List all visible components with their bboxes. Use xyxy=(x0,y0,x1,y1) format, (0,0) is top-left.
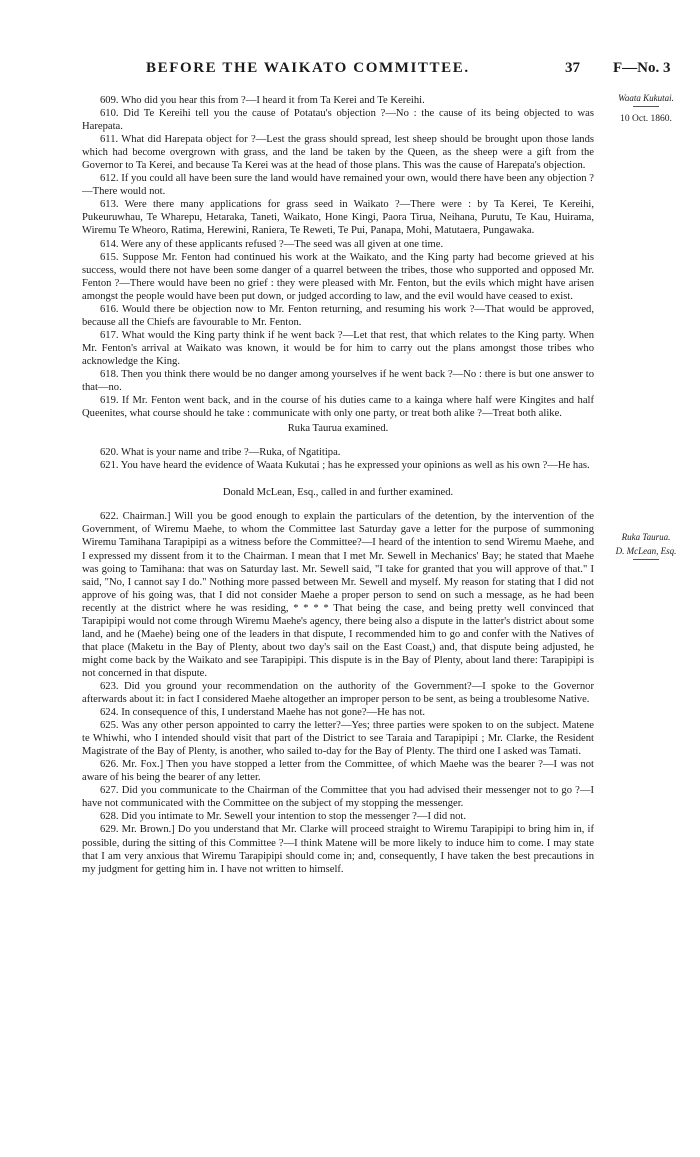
question-626: 626. Mr. Fox.] Then you have stopped a letter from the Committee, of which Maehe was the bearer ?—I was not aware of his being the bearer of any letter. xyxy=(82,759,594,784)
section-donald-mclean xyxy=(82,510,594,875)
page-title: BEFORE THE WAIKATO COMMITTEE. xyxy=(146,60,470,76)
margin-date: 10 Oct. 1860. xyxy=(620,114,672,124)
margin-note-mclean xyxy=(598,546,694,560)
page-header xyxy=(0,60,700,84)
section-ruka-taurua xyxy=(82,446,594,472)
question-621: 621. You have heard the evidence of Waata Kukutai ; has he expressed your opinions as well as his own ?—He has. xyxy=(100,460,590,472)
margin-note-waata xyxy=(598,93,694,124)
question-624: 624. In consequence of this, I understand Maehe has not gone?—He has not. xyxy=(100,707,426,719)
margin-witness-name: Ruka Taurua. xyxy=(621,532,671,542)
evidence-body xyxy=(82,94,594,876)
question-618: 618. Then you think there would be no danger among yourselves if he went back ?—No : there is but one answer to that—no. xyxy=(82,368,594,394)
question-629: 629. Mr. Brown.] Do you understand that Mr. Clarke will proceed straight to Wiremu Tarapipipi to bring him in, if possible, during the sitting of this Committee ?—I think Matene will be more likely to induce him to come. I may state that I am very anxious that Wiremu Tarapipipi should come in; and, consequently, I have taken the best precautions in my judgment for getting him in. I have not written to himself. xyxy=(82,824,594,875)
paper-reference: F—No. 3 xyxy=(613,60,671,76)
margin-witness-name: D. McLean, Esq. xyxy=(615,546,677,556)
question-613: 613. Were there many applications for grass seed in Waikato ?—There were : by Ta Kerei, Te Kereihi, Pukeuruwhau, Te Wharepu, Hetaraka, Taneti, Waikato, Hone Kingi, Paora Tirua, Neihana, Purutu, Te Kau, Huirama, Wiremu Te Wheoro, Ratima, Herewini, Raniera, Te Reweti, Te Pui, Panapa, Mohi, Matutaera, Pungawaka. xyxy=(82,199,594,237)
question-620: 620. What is your name and tribe ?—Ruka, of Ngatitipa. xyxy=(100,447,341,459)
question-627: 627. Did you communicate to the Chairman of the Committee that you had advised their messenger not to go ?—I have not communicated with the Committee on the subject of my stopping the messenger. xyxy=(82,785,594,810)
question-617: 617. What would the King party think if he went back ?—Let that rest, that which relates to the King party. When Mr. Fenton's arrival at Waikato was known, it would be for him to carry out the plans amongst those tribes who acknowledge the King. xyxy=(82,329,594,367)
margin-note-ruka xyxy=(598,532,694,542)
heading-donald-mclean: Donald McLean, Esq., called in and further examined. xyxy=(222,487,454,499)
question-610: 610. Did Te Kereihi tell you the cause of Potatau's objection ?—No : the cause of its being objected to was Harepata. xyxy=(82,108,594,133)
section-waata-kukutai xyxy=(82,94,594,420)
question-615: 615. Suppose Mr. Fenton had continued his work at the Waikato, and the King party had become grieved at his success, would there not have been some danger of a quarrel between the tribes, those who supported and opposed Mr. Fenton ?—There would have been no grief : they were pleased with Mr. Fenton, but the evils which might have arisen amongst the people would have been put down, or judged according to law, and the evil would have ceased to exist. xyxy=(82,251,594,302)
spacer xyxy=(82,439,594,446)
question-622: 622. Chairman.] Will you be good enough to explain the particulars of the detention, by the intervention of the Government, of Wiremu Maehe, to whom the Committee last Saturday gave a letter for the purpose of summoning Wiremu Tamihana Tarapipipi as a witness before the Committee?—I heard of the intention to send Wiremu Maehe, and I expressed my dissent from it to the Chairman. I mean that I met Mr. Sewell in Mechanics' Bay; he stated that Maehe was going to Tamihana: that was on Saturday last. Mr. Sewell said, "I take for granted that you will approve of that." I said, "No, I cannot say I do." Nothing more passed between Mr. Sewell and myself. My reason for stating that I did not approve of his going was, that I did not consider Maehe a proper person to send on such a message, as he had been recently at the district where he was residing, * * * * That being the case, and being pretty well convinced that Tarapipipi would not come through Wiremu Maehe's agency, there being also a dispute in the latter's district about some land, and he (Maehe) being one of the leaders in that dispute, I recommended him to go and confer with the Natives of that place (Maketu in the Bay of Plenty, about two day's sail on the East Coast,) and, that dispute being adjusted, he might come back by the Waikato and see Tarapipipi. This dispute is in the Bay of Plenty, about land there: Tarapipipi is not concerned in that dispute. xyxy=(82,511,594,679)
question-612: 612. If you could all have been sure the land would have remained your own, would there have been any objection ?—There would not. xyxy=(82,173,594,198)
question-616: 616. Would there be objection now to Mr. Fenton returning, and resuming his work ?—That would be approved, because all the Chiefs are favourable to Mr. Fenton. xyxy=(82,303,594,328)
question-611: 611. What did Harepata object for ?—Lest the grass should spread, lest sheep should be brought upon those lands which had become overgrown with grass, and the land be taken by the Queen, as the sheep were a gift from the Governor to Ta Kerei, and because Ta Kerei was at the head of those plans. This was the cause of Harepata's objection. xyxy=(82,134,594,172)
question-614: 614. Were any of these applicants refused ?—The seed was all given at one time. xyxy=(100,238,444,250)
question-623: 623. Did you ground your recommendation on the authority of the Government?—I spoke to the Governor afterwards about it: in fact I considered Maehe altogether an improper person to be sent, as being a troublesome Native. xyxy=(82,680,594,706)
margin-rule xyxy=(633,106,659,107)
question-625: 625. Was any other person appointed to carry the letter?—Yes; three parties were spoken to on the subject. Matene te Whiwhi, who I intended should visit that part of the District to see Taraia and Tarapipipi ; Mr. Clarke, the Resident Magistrate of the Bay of Plenty, is another, who sailed to-day for the Bay of Plenty. The third one I asked was Tamati. xyxy=(82,720,594,758)
heading-ruka-taurua: Ruka Taurua examined. xyxy=(287,423,389,435)
question-619: 619. If Mr. Fenton went back, and in the course of his duties came to a kainga where half were Kingites and half Queenites, what course should he take : communicate with only one party, or treat both alike ?—Treat both alike. xyxy=(82,395,594,420)
question-609: 609. Who did you hear this from ?—I heard it from Ta Kerei and Te Kereihi. xyxy=(100,95,425,106)
page-number: 37 xyxy=(565,60,580,76)
margin-rule xyxy=(633,559,659,560)
margin-witness-name: Waata Kukutai. xyxy=(618,93,674,103)
question-628: 628. Did you intimate to Mr. Sewell your intention to stop the messenger ?—I did not. xyxy=(100,811,467,823)
